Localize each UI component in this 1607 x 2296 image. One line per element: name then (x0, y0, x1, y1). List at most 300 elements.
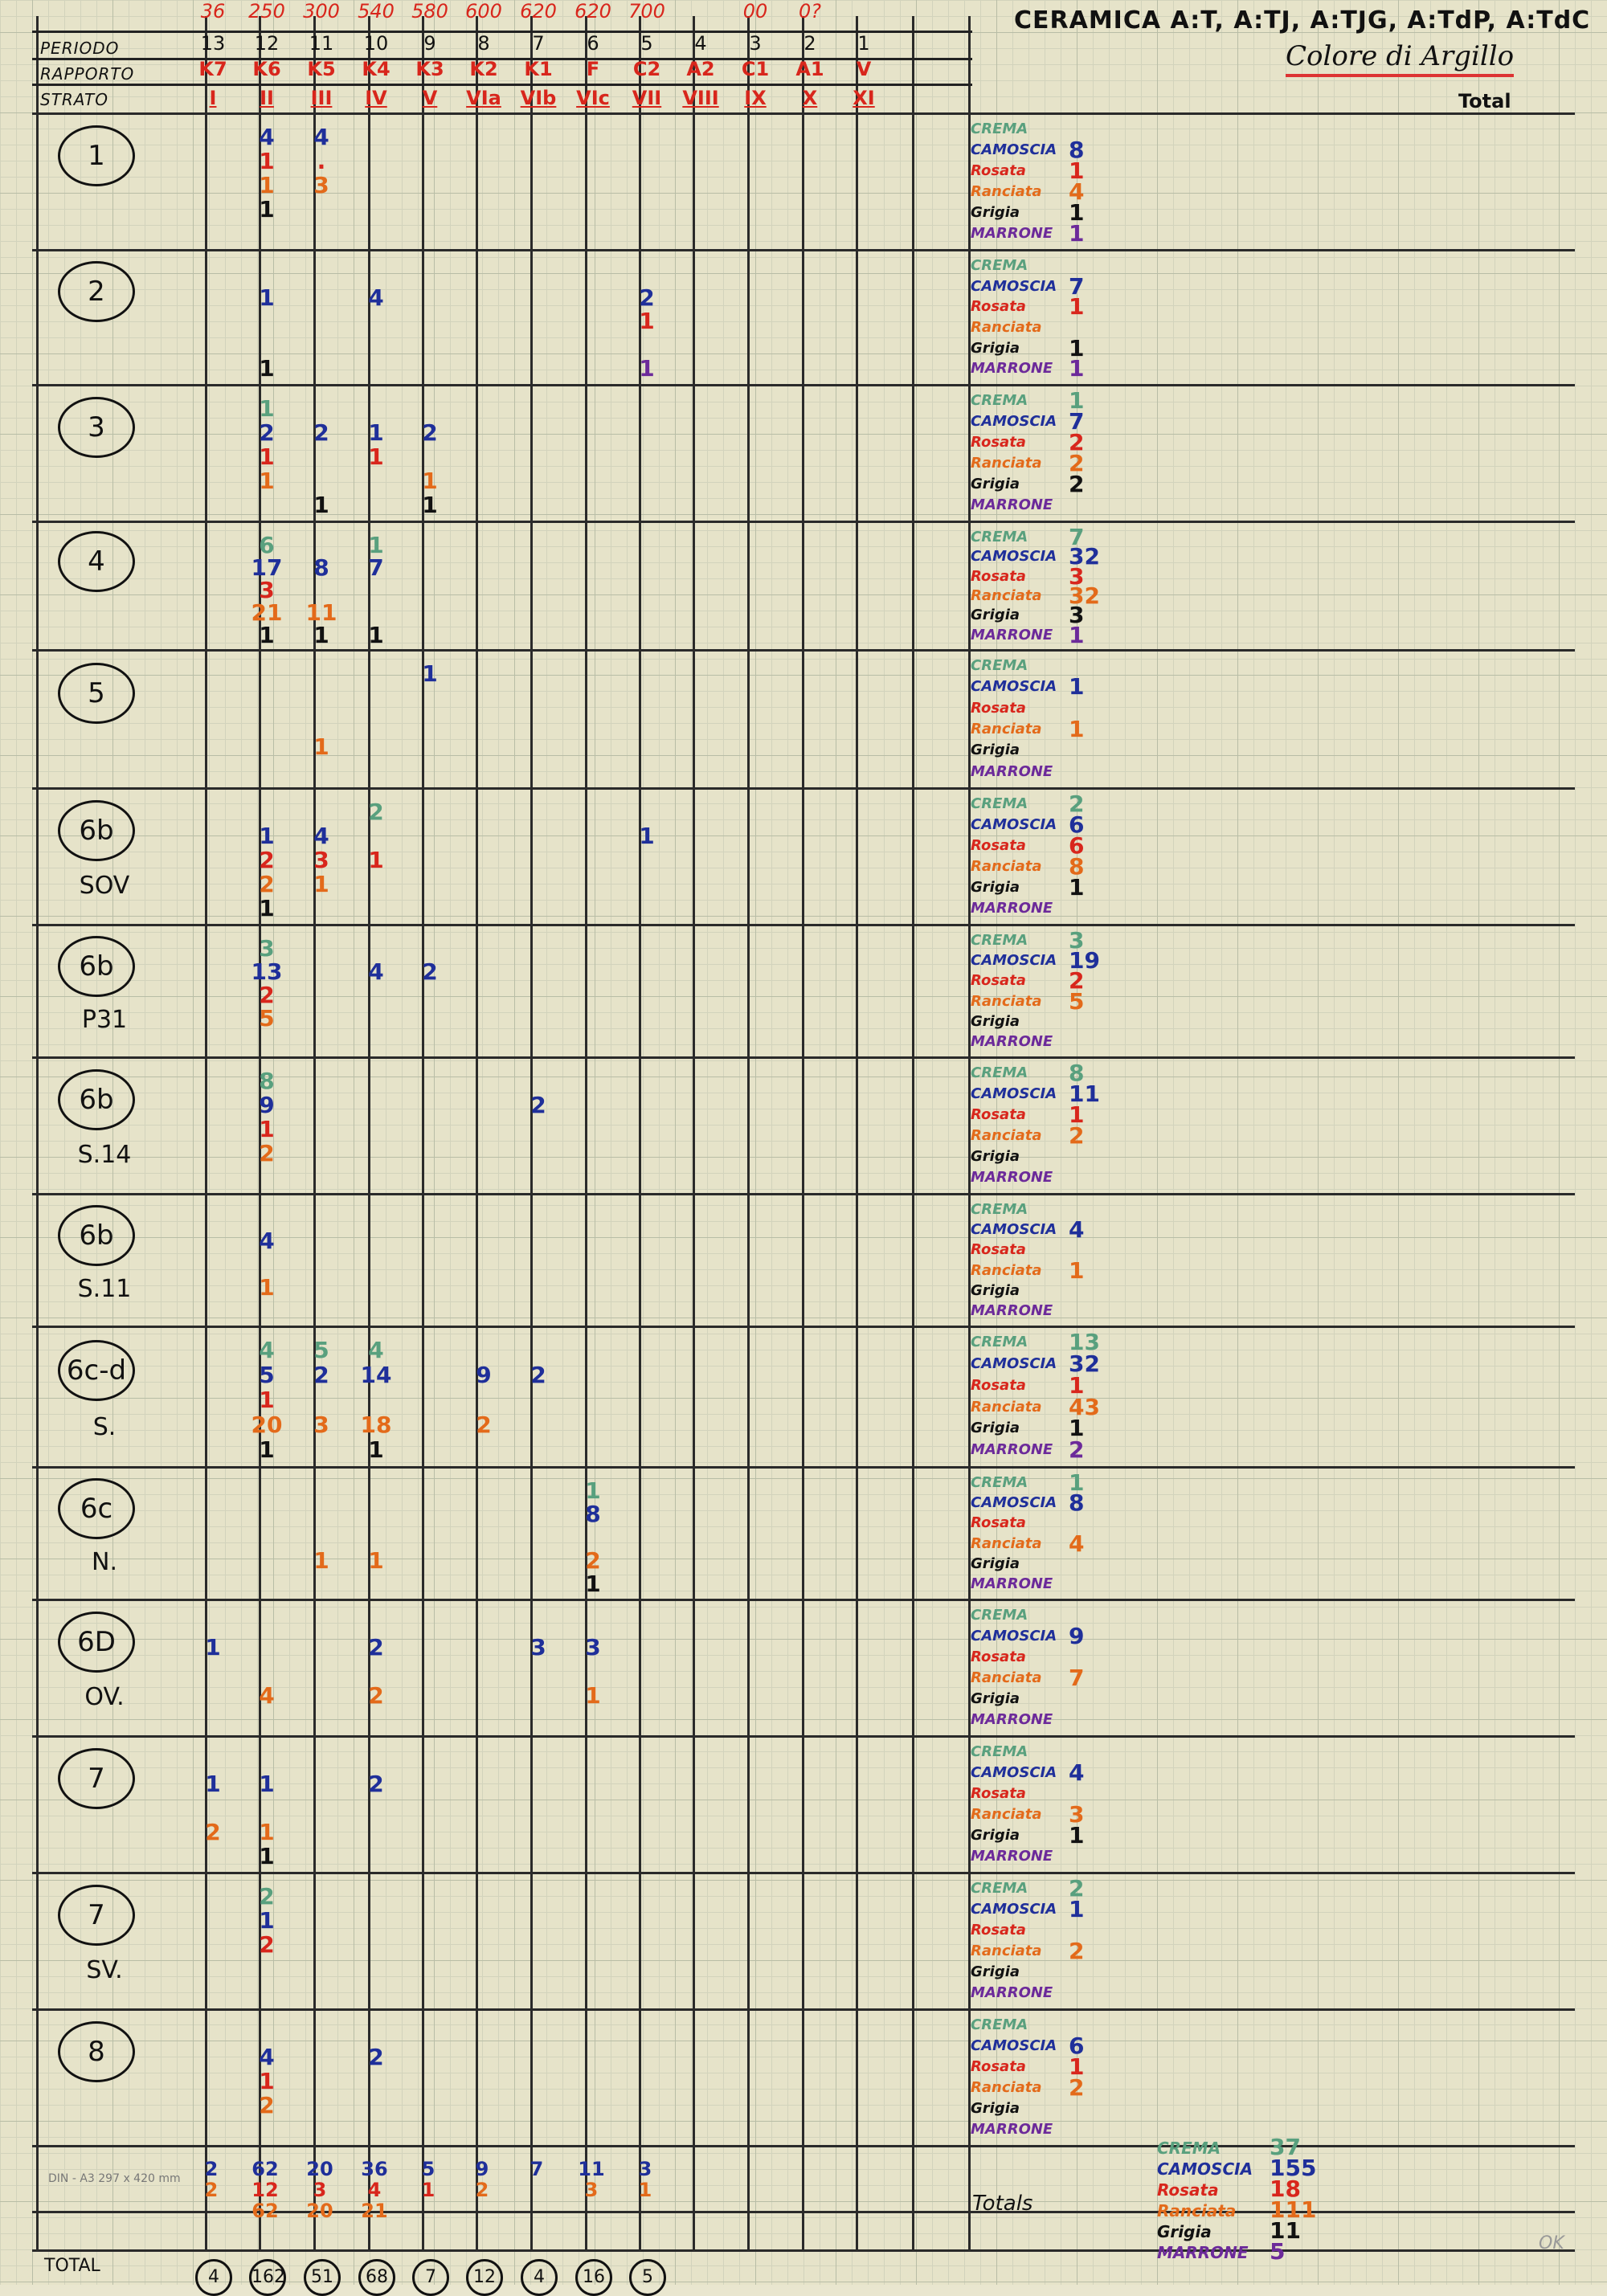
count-cell: 1 (313, 733, 329, 761)
row-divider (32, 1193, 1575, 1195)
color-total-value: 7 (1069, 272, 1085, 300)
color-total-value: 3 (1069, 1801, 1085, 1828)
count-cell: 1 (368, 1436, 384, 1463)
column-rapporto: K4 (362, 58, 391, 80)
color-total-value: 2 (1069, 967, 1085, 995)
color-total-value: 1 (1069, 1256, 1085, 1284)
color-total-value: 1 (1069, 2053, 1085, 2080)
column-strato: VIc (576, 87, 610, 109)
color-total-value: 5 (1069, 987, 1085, 1015)
row-number-circle: 6b (58, 1069, 135, 1130)
color-legend-label: Rosata (971, 162, 1026, 179)
color-total-value: 2 (1069, 450, 1085, 476)
column-year: 36 (200, 0, 226, 22)
color-total-value: 4 (1069, 1530, 1085, 1557)
count-cell: 1 (259, 1436, 275, 1463)
color-total-value: 2 (1069, 791, 1085, 817)
color-legend-label: CAMOSCIA (971, 1494, 1057, 1512)
total-cell: 62 (251, 2200, 279, 2222)
column-periodo: 13 (200, 32, 226, 55)
total-cell: 9 (475, 2158, 489, 2180)
column-strato: VIa (466, 87, 501, 109)
count-cell: 1 (639, 355, 655, 382)
count-cell: 1 (205, 1634, 221, 1661)
color-legend-label: Rosata (971, 972, 1026, 990)
column-periodo: 12 (254, 32, 280, 55)
color-legend-label: Grigia (971, 476, 1020, 492)
color-legend-label: MARRONE (971, 1301, 1053, 1319)
count-cell: 1 (422, 660, 438, 687)
count-cell: 1 (368, 532, 384, 558)
color-total-value: 8 (1069, 853, 1085, 880)
row-number-circle: 6b (58, 800, 135, 861)
count-cell: 6 (259, 532, 275, 558)
color-legend-label: Grigia (971, 1690, 1020, 1707)
color-legend-label: Grigia (971, 1827, 1020, 1844)
color-total-value: 6 (1069, 2032, 1085, 2059)
color-total-value: 1 (1069, 621, 1085, 648)
column-year: 580 (411, 0, 448, 22)
color-legend-label: Rosata (971, 1648, 1026, 1665)
count-cell: 2 (530, 1092, 546, 1118)
grand-total-circle: 4 (521, 2259, 558, 2296)
color-legend-label: Ranciata (971, 1261, 1042, 1279)
color-total-value: 1 (1069, 716, 1085, 742)
row-sub-label: S. (92, 1412, 117, 1441)
color-legend-label: MARRONE (971, 1575, 1053, 1592)
color-total-value: 7 (1069, 1665, 1085, 1691)
count-cell: 1 (313, 1547, 329, 1574)
column-divider (802, 16, 804, 2249)
row-number-circle: 4 (58, 531, 135, 592)
color-legend-label: Grigia (971, 1148, 1020, 1165)
count-cell: 1 (259, 172, 275, 198)
grand-legend-value: 37 (1270, 2134, 1301, 2160)
color-total-value: 1 (1069, 293, 1085, 321)
count-cell: 18 (360, 1412, 392, 1438)
sheet-subtitle: Colore di Argillo (1286, 40, 1514, 77)
count-cell: 5 (259, 1005, 275, 1032)
count-cell: 2 (259, 847, 275, 873)
color-legend-label: CAMOSCIA (971, 1221, 1057, 1239)
count-cell: 2 (259, 419, 275, 446)
count-cell: 21 (251, 599, 283, 626)
count-cell: 2 (259, 982, 275, 1008)
color-total-value: 32 (1069, 543, 1100, 570)
count-cell: 2 (585, 1547, 601, 1574)
color-total-value: 1 (1069, 1415, 1085, 1442)
color-legend-label: Ranciata (971, 183, 1042, 200)
count-cell: 2 (259, 1931, 275, 1958)
count-cell: 2 (530, 1362, 546, 1388)
count-cell: 3 (585, 1634, 601, 1661)
row-divider (32, 2249, 1575, 2252)
column-rapporto: K7 (198, 58, 227, 80)
row-number-circle: 5 (58, 663, 135, 724)
count-cell: 1 (259, 1771, 275, 1797)
color-legend-label: Rosata (971, 2058, 1026, 2075)
count-cell: 3 (313, 1412, 329, 1438)
row-divider (32, 1326, 1575, 1328)
count-cell: 2 (259, 1883, 275, 1910)
count-cell: 1 (259, 1387, 275, 1413)
count-cell: 2 (422, 419, 438, 446)
column-rapporto: V (856, 58, 872, 80)
count-cell: 1 (585, 1682, 601, 1709)
column-strato: XI (853, 87, 875, 109)
row-sub-label: N. (92, 1548, 117, 1577)
column-strato: VII (632, 87, 662, 109)
count-cell: 8 (313, 554, 329, 581)
count-cell: . (317, 148, 326, 174)
column-strato: I (209, 87, 217, 109)
count-cell: 2 (368, 1682, 384, 1709)
color-legend-label: Grigia (971, 1963, 1020, 1980)
color-legend-label: MARRONE (971, 900, 1053, 917)
grand-legend-value: 11 (1270, 2217, 1301, 2244)
total-cell: 11 (578, 2158, 605, 2180)
count-cell: 3 (530, 1634, 546, 1661)
row-sub-label: P31 (81, 1006, 128, 1035)
column-divider (639, 16, 641, 2249)
color-legend-label: Ranciata (971, 1127, 1042, 1144)
column-periodo: 8 (477, 32, 490, 55)
total-cell: 2 (204, 2179, 219, 2201)
column-divider (912, 16, 914, 2249)
count-cell: 2 (259, 1140, 275, 1166)
count-cell: 1 (259, 1907, 275, 1934)
column-periodo: 1 (857, 32, 870, 55)
color-legend-label: CREMA (971, 1334, 1028, 1350)
color-legend-label: CREMA (971, 932, 1028, 949)
row-divider (32, 1872, 1575, 1874)
total-cell: 1 (638, 2179, 652, 2201)
row-divider (32, 1599, 1575, 1601)
total-cell: 3 (638, 2158, 652, 2180)
row-divider (32, 112, 1575, 115)
count-cell: 4 (259, 2044, 275, 2070)
color-legend-label: MARRONE (971, 1169, 1053, 1186)
paper-format-note: DIN - A3 297 x 420 mm (48, 2172, 181, 2185)
grand-legend-value: 18 (1270, 2175, 1301, 2202)
color-legend-label: Ranciata (971, 858, 1042, 875)
color-total-value: 2 (1069, 1122, 1085, 1149)
grand-total-circle: 51 (304, 2259, 341, 2296)
totals-label: Totals (972, 2192, 1033, 2216)
color-legend-label: Grigia (971, 1554, 1020, 1572)
total-cell: 3 (313, 2179, 327, 2201)
count-cell: 2 (259, 2092, 275, 2118)
column-rapporto: A1 (795, 58, 824, 80)
grand-total-circle: 16 (575, 2259, 612, 2296)
color-legend-label: Rosata (971, 1514, 1026, 1532)
column-year: 700 (628, 0, 665, 22)
row-divider (32, 924, 1575, 926)
grand-total-circle: 68 (358, 2259, 395, 2296)
color-legend-label: Rosata (971, 1106, 1026, 1123)
total-cell: 62 (251, 2158, 279, 2180)
ok-mark: OK (1539, 2233, 1564, 2253)
column-year: 250 (248, 0, 285, 22)
count-cell: 17 (251, 554, 283, 581)
color-legend-label: Grigia (971, 339, 1020, 357)
total-cell: 2 (204, 2158, 219, 2180)
color-legend-label: CAMOSCIA (971, 1764, 1057, 1781)
color-legend-label: CREMA (971, 392, 1028, 409)
column-strato: VIb (520, 87, 557, 109)
column-year: 600 (465, 0, 502, 22)
column-strato: VIII (682, 87, 719, 109)
total-cell: 36 (361, 2158, 388, 2180)
total-label: TOTAL (44, 2256, 100, 2276)
column-divider (313, 16, 316, 2249)
count-cell: 1 (259, 2068, 275, 2094)
row-number-circle: 6c-d (58, 1340, 135, 1401)
color-legend-label: Grigia (971, 879, 1020, 896)
count-cell: 20 (251, 1412, 283, 1438)
grand-legend-label: MARRONE (1157, 2243, 1249, 2262)
count-cell: 1 (368, 622, 384, 648)
color-total-value: 2 (1069, 1875, 1085, 1902)
color-total-value: 7 (1069, 408, 1085, 435)
column-strato: X (802, 87, 818, 109)
grand-total-circle: 4 (195, 2259, 232, 2296)
color-legend-label: MARRONE (971, 626, 1053, 643)
count-cell: 2 (368, 1634, 384, 1661)
count-cell: 1 (259, 622, 275, 648)
count-cell: 14 (360, 1362, 392, 1388)
column-divider (747, 16, 750, 2249)
column-year: 540 (358, 0, 395, 22)
count-cell: 7 (368, 554, 384, 581)
color-total-value: 9 (1069, 1623, 1085, 1649)
count-cell: 11 (305, 599, 337, 626)
color-legend-label: CREMA (971, 529, 1028, 545)
row-sub-label: SOV (79, 872, 130, 901)
column-periodo: 4 (694, 32, 707, 55)
column-divider (368, 16, 370, 2249)
color-legend-label: MARRONE (971, 1848, 1053, 1865)
color-legend-label: MARRONE (971, 225, 1053, 242)
color-total-value: 2 (1069, 1938, 1085, 1964)
count-cell: 13 (251, 958, 283, 985)
color-total-value: 3 (1069, 602, 1085, 629)
count-cell: 1 (368, 1547, 384, 1574)
row-number-circle: 3 (58, 397, 135, 458)
color-legend-label: Rosata (971, 434, 1026, 451)
row-divider (32, 2008, 1575, 2011)
count-cell: 2 (368, 1771, 384, 1797)
column-periodo: 2 (804, 32, 816, 55)
color-total-value: 1 (1069, 157, 1085, 184)
count-cell: 2 (368, 2044, 384, 2070)
color-legend-label: Ranciata (971, 1534, 1042, 1552)
count-cell: 3 (259, 577, 275, 603)
color-total-value: 4 (1069, 178, 1085, 205)
total-cell: 21 (361, 2200, 388, 2222)
row-divider (32, 384, 1575, 386)
color-total-value: 11 (1069, 1081, 1100, 1107)
count-cell: 4 (259, 1337, 275, 1363)
color-total-value: 3 (1069, 562, 1085, 590)
row-divider (32, 521, 1575, 523)
count-cell: 2 (313, 1362, 329, 1388)
count-cell: 4 (313, 124, 329, 150)
color-legend-label: MARRONE (971, 496, 1053, 513)
count-cell: 1 (259, 284, 275, 311)
count-cell: 4 (259, 1228, 275, 1254)
column-year: 00 (742, 0, 768, 22)
row-sub-label: SV. (86, 1956, 123, 1985)
color-total-value: 1 (1069, 1101, 1085, 1128)
row-sub-label: OV. (84, 1683, 125, 1712)
row-divider (32, 1735, 1575, 1738)
color-legend-label: CAMOSCIA (971, 816, 1057, 833)
count-cell: 2 (205, 1819, 221, 1845)
total-column-header: Total (1458, 90, 1511, 112)
color-legend-label: Rosata (971, 1376, 1026, 1394)
color-legend-label: CAMOSCIA (971, 1628, 1057, 1644)
count-cell: 1 (585, 1477, 601, 1504)
grand-legend-label: Rosata (1157, 2180, 1219, 2200)
count-cell: 2 (476, 1412, 492, 1438)
grand-legend-label: Grigia (1157, 2222, 1212, 2241)
grand-legend-label: Ranciata (1157, 2201, 1237, 2220)
color-legend-label: CAMOSCIA (971, 678, 1057, 696)
column-divider (530, 16, 533, 2249)
count-cell: 1 (259, 443, 275, 470)
column-divider (205, 16, 207, 2249)
color-total-value: 6 (1069, 832, 1085, 859)
color-legend-label: CAMOSCIA (971, 141, 1057, 158)
count-cell: 4 (313, 823, 329, 849)
total-cell: 5 (421, 2158, 435, 2180)
color-legend-label: CAMOSCIA (971, 413, 1057, 430)
count-cell: 1 (368, 419, 384, 446)
count-cell: 1 (368, 847, 384, 873)
color-legend-label: MARRONE (971, 360, 1053, 378)
color-legend-label: CAMOSCIA (971, 1354, 1057, 1372)
column-divider (585, 16, 587, 2249)
color-total-value: 2 (1069, 471, 1085, 497)
color-legend-label: CAMOSCIA (971, 548, 1057, 566)
column-rapporto: C2 (632, 58, 661, 80)
grand-legend-value: 155 (1270, 2155, 1317, 2181)
color-legend-label: Ranciata (971, 1806, 1042, 1823)
count-cell: 1 (639, 308, 655, 335)
color-legend-label: Grigia (971, 1281, 1020, 1299)
color-legend-label: Grigia (971, 742, 1020, 759)
column-rapporto: C1 (741, 58, 770, 80)
row-sub-label: S.11 (77, 1275, 132, 1304)
count-cell: 9 (476, 1362, 492, 1388)
column-divider (422, 16, 424, 2249)
color-legend-label: MARRONE (971, 1441, 1053, 1459)
row-number-circle: 1 (58, 125, 135, 186)
color-total-value: 2 (1069, 2074, 1085, 2101)
row-number-circle: 6c (58, 1478, 135, 1539)
count-cell: 1 (259, 823, 275, 849)
color-total-value: 4 (1069, 1759, 1085, 1786)
grand-total-circle: 12 (466, 2259, 503, 2296)
color-legend-label: MARRONE (971, 762, 1053, 780)
count-cell: 1 (313, 871, 329, 897)
count-cell: 1 (259, 468, 275, 494)
count-cell: 2 (422, 958, 438, 985)
column-strato: III (310, 87, 333, 109)
grand-legend-label: CREMA (1157, 2139, 1221, 2158)
color-total-value: 1 (1069, 1371, 1085, 1399)
color-legend-label: CREMA (971, 657, 1028, 674)
color-legend-label: Ranciata (971, 721, 1042, 737)
count-cell: 3 (313, 847, 329, 873)
count-cell: 1 (368, 443, 384, 470)
count-cell: 1 (422, 492, 438, 518)
color-total-value: 13 (1069, 1329, 1100, 1355)
column-divider (693, 16, 695, 2249)
row-divider (32, 787, 1575, 790)
column-rapporto: K6 (252, 58, 281, 80)
color-total-value: 1 (1069, 387, 1085, 414)
total-cell: 4 (367, 2179, 382, 2201)
count-cell: 2 (259, 871, 275, 897)
color-legend-label: Rosata (971, 1785, 1026, 1802)
total-cell: 12 (251, 2179, 279, 2201)
color-legend-label: Grigia (971, 2100, 1020, 2117)
column-strato: V (422, 87, 438, 109)
color-legend-label: CAMOSCIA (971, 1085, 1057, 1102)
color-legend-label: CREMA (971, 121, 1028, 137)
color-legend-label: CAMOSCIA (971, 952, 1057, 970)
column-periodo: 11 (309, 32, 334, 55)
color-total-value: 1 (1069, 355, 1085, 382)
color-legend-label: Ranciata (971, 2079, 1042, 2096)
row-number-circle: 7 (58, 1885, 135, 1946)
color-total-value: 8 (1069, 1060, 1085, 1086)
count-cell: 1 (259, 355, 275, 382)
count-cell: 4 (259, 124, 275, 150)
column-strato: IV (365, 87, 387, 109)
count-cell: 3 (259, 935, 275, 962)
color-total-value: 2 (1069, 1436, 1085, 1464)
color-total-value: 1 (1069, 673, 1085, 701)
column-periodo: 5 (640, 32, 653, 55)
color-total-value: 8 (1069, 137, 1085, 163)
color-total-value: 32 (1069, 1350, 1100, 1377)
count-cell: 4 (259, 1682, 275, 1709)
count-cell: 4 (368, 1337, 384, 1363)
row-number-circle: 7 (58, 1748, 135, 1809)
color-legend-label: Grigia (971, 1420, 1020, 1437)
count-cell: 1 (259, 895, 275, 921)
color-legend-label: Rosata (971, 837, 1026, 854)
count-cell: 2 (639, 284, 655, 311)
color-legend-label: CREMA (971, 1201, 1028, 1218)
color-total-value: 1 (1069, 1896, 1085, 1922)
color-total-value: 1 (1069, 874, 1085, 901)
total-cell: 2 (475, 2179, 489, 2201)
color-legend-label: CREMA (971, 1880, 1028, 1897)
color-legend-label: Rosata (971, 1241, 1026, 1259)
color-legend-label: MARRONE (971, 2121, 1053, 2138)
color-legend-label: Ranciata (971, 1669, 1042, 1686)
total-cell: 3 (584, 2179, 599, 2201)
count-cell: 1 (259, 148, 275, 174)
header-rule (32, 84, 972, 86)
column-periodo: 3 (749, 32, 762, 55)
color-legend-label: CREMA (971, 1607, 1028, 1624)
color-legend-label: CREMA (971, 795, 1028, 812)
